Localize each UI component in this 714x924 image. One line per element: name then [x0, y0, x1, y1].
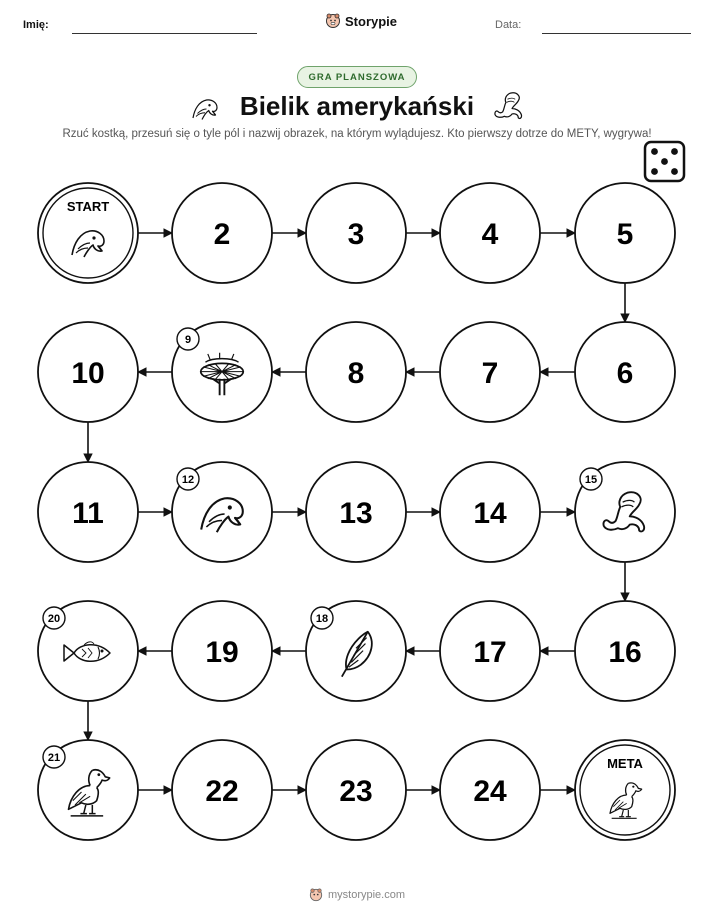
cell-number: 24 — [473, 775, 507, 808]
board-cell-16[interactable] — [575, 601, 675, 701]
cell-number: 13 — [339, 497, 373, 530]
cell-number: 11 — [72, 497, 104, 530]
cell-number: 9 — [184, 334, 192, 346]
brand-name: Storypie — [345, 13, 398, 29]
start-cell[interactable] — [38, 183, 138, 283]
date-label: Data: — [495, 19, 522, 31]
cell-number: 23 — [339, 775, 373, 808]
cell-number: 19 — [205, 636, 239, 669]
board-cell-23[interactable] — [306, 740, 406, 840]
name-label: Imię: — [23, 19, 49, 31]
start-label: START — [66, 199, 110, 214]
cell-number: 18 — [315, 613, 329, 625]
cell-number: 2 — [213, 218, 231, 251]
board-cell-6[interactable] — [575, 322, 675, 422]
dice-five-icon — [645, 142, 684, 181]
cell-circle — [38, 183, 138, 283]
board-cell-24[interactable] — [440, 740, 540, 840]
board-cell-4[interactable] — [440, 183, 540, 283]
cell-number: 5 — [616, 218, 634, 251]
board-cells — [38, 183, 675, 840]
board-cell-13[interactable] — [306, 462, 406, 562]
cell-number: 6 — [616, 357, 634, 390]
board-cell-2[interactable] — [172, 183, 272, 283]
cell-number: 12 — [181, 474, 195, 486]
cell-number: 16 — [608, 636, 642, 669]
board-cell-20[interactable] — [38, 601, 138, 701]
footer — [0, 888, 714, 902]
instructions-text: Rzuć kostką, przesuń się o tyle pól i nazwij obrazek, na którym wylądujesz. Kto pierwszy dotrze do METY, wygrywa! — [62, 128, 652, 140]
page-title: Bielik amerykański — [239, 91, 475, 121]
board-cell-15[interactable] — [575, 462, 675, 562]
title-eagle-head-icon — [193, 100, 217, 120]
finish-label: META — [607, 756, 643, 771]
cell-number: 22 — [205, 775, 239, 808]
cell-number: 10 — [71, 357, 105, 390]
board-cell-5[interactable] — [575, 183, 675, 283]
footer-url: mystorypie.com — [327, 889, 406, 901]
finish-cell[interactable] — [575, 740, 675, 840]
cell-number: 3 — [347, 218, 365, 251]
board-cell-3[interactable] — [306, 183, 406, 283]
cell-number: 14 — [473, 497, 507, 530]
board-cell-17[interactable] — [440, 601, 540, 701]
board-cell-21[interactable] — [38, 740, 138, 840]
board-cell-7[interactable] — [440, 322, 540, 422]
cell-number: 8 — [347, 357, 365, 390]
cell-number: 15 — [584, 474, 598, 486]
board-cell-14[interactable] — [440, 462, 540, 562]
cell-number: 20 — [47, 613, 61, 625]
category-badge: GRA PLANSZOWA — [297, 66, 417, 88]
board-cell-9[interactable] — [172, 322, 272, 422]
cell-number: 7 — [481, 357, 499, 390]
board-cell-10[interactable] — [38, 322, 138, 422]
board-cell-8[interactable] — [306, 322, 406, 422]
storypie-mascot-icon — [309, 888, 323, 902]
cell-number: 21 — [47, 752, 61, 764]
board-cell-12[interactable] — [172, 462, 272, 562]
board-cell-18[interactable] — [306, 601, 406, 701]
board-cell-22[interactable] — [172, 740, 272, 840]
board-cell-19[interactable] — [172, 601, 272, 701]
board-cell-11[interactable] — [38, 462, 138, 562]
title-talon-icon — [495, 93, 522, 119]
cell-number: 17 — [473, 636, 507, 669]
cell-number: 4 — [481, 218, 499, 251]
